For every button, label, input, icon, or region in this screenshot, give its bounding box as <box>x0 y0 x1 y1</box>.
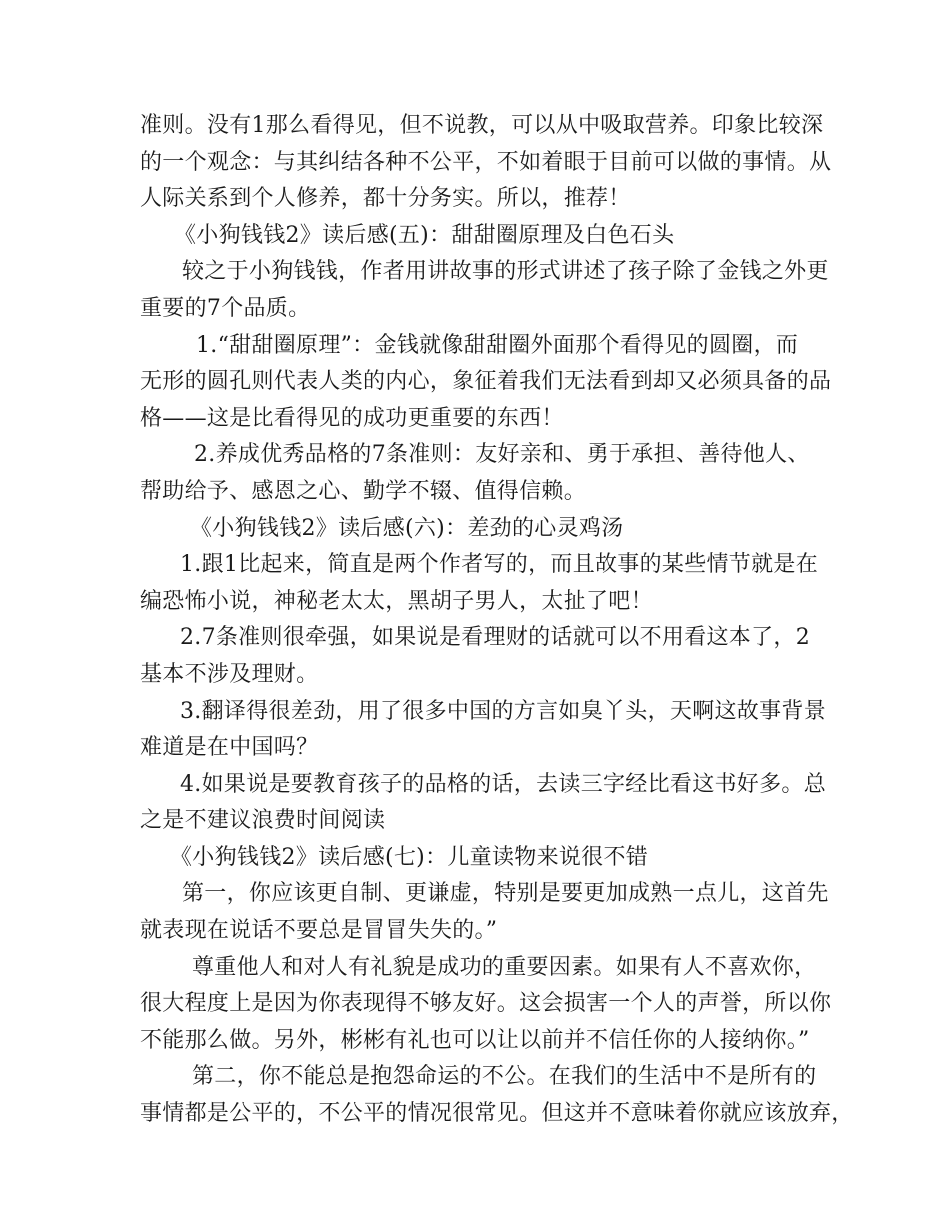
list-item: 4.如果说是要教育孩子的品格的话，去读三字经比看这书好多。总 <box>180 771 826 797</box>
text-line: 难道是在中国吗？ <box>140 735 319 761</box>
text-line: 编恐怖小说，神秘老太太，黑胡子男人，太扯了吧！ <box>140 588 653 614</box>
text-line: 之是不建议浪费时间阅读 <box>140 808 386 834</box>
list-item: 2.7条准则很牵强，如果说是看理财的话就可以不用看这本了，2 <box>180 625 810 651</box>
section-heading: 《小狗钱钱2》读后感(五)：甜甜圈原理及白色石头 <box>174 222 675 248</box>
text-line: 格——这是比看得见的成功更重要的东西！ <box>140 405 564 431</box>
text-line: 重要的7个品质。 <box>140 295 311 321</box>
section-heading: 《小狗钱钱2》读后感(七)：儿童读物来说很不错 <box>170 844 649 870</box>
list-item: 3.翻译得很差劲，用了很多中国的方言如臭丫头，天啊这故事背景 <box>180 698 826 724</box>
list-item: 1.跟1比起来，简直是两个作者写的，而且故事的某些情节就是在 <box>180 552 818 578</box>
text-line: 很大程度上是因为你表现得不够友好。这会损害一个人的声誉，所以你 <box>140 991 832 1017</box>
text-line: 的一个观念：与其纠结各种不公平，不如着眼于目前可以做的事情。从 <box>140 149 832 175</box>
text-line: 事情都是公平的，不公平的情况很常见。但这并不意味着你就应该放弃， <box>140 1101 854 1127</box>
text-line: 就表现在说话不要总是冒冒失失的。” <box>140 918 498 944</box>
text-line: 不能那么做。另外，彬彬有礼也可以让以前并不信任你的人接纳你。” <box>140 1027 810 1053</box>
text-line: 人际关系到个人修养，都十分务实。所以，推荐！ <box>140 186 631 212</box>
text-line: 帮助给予、感恩之心、勤学不辍、值得信赖。 <box>140 478 587 504</box>
text-line: 无形的圆孔则代表人类的内心，象征着我们无法看到却又必须具备的品 <box>140 369 832 395</box>
text-line: 尊重他人和对人有礼貌是成功的重要因素。如果有人不喜欢你， <box>192 954 817 980</box>
section-heading: 《小狗钱钱2》读后感(六)：差劲的心灵鸡汤 <box>190 515 624 541</box>
document-body <box>140 108 854 1133</box>
list-item: 1.“甜甜圈原理”：金钱就像甜甜圈外面那个看得见的圆圈，而 <box>196 332 799 358</box>
text-line: 第一，你应该更自制、更谦虚，特别是要更加成熟一点儿，这首先 <box>182 881 829 907</box>
text-line: 准则。没有1那么看得见，但不说教，可以从中吸取营养。印象比较深 <box>140 113 824 138</box>
text-line: 基本不涉及理财。 <box>140 661 319 687</box>
text-line: 较之于小狗钱钱，作者用讲故事的形式讲述了孩子除了金钱之外更 <box>182 259 829 285</box>
text-line: 第二，你不能总是抱怨命运的不公。在我们的生活中不是所有的 <box>192 1064 817 1090</box>
list-item: 2.养成优秀品格的7条准则：友好亲和、勇于承担、善待他人、 <box>194 442 810 468</box>
